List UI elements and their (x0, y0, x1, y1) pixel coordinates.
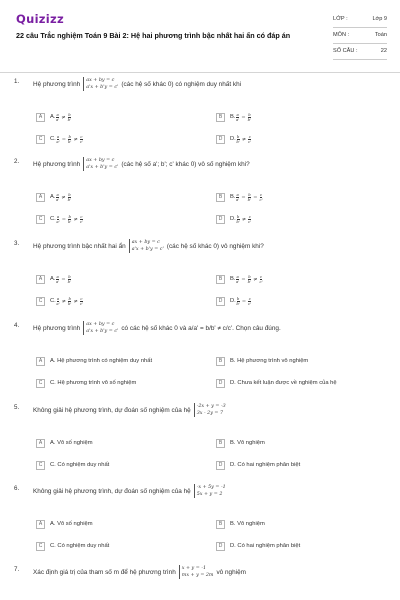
option-label: C. Hệ phương trình vô số nghiệm (50, 380, 137, 386)
option-letter-box[interactable]: B (216, 193, 225, 202)
question-number: 1. (14, 78, 20, 85)
answer-option-b[interactable] (216, 356, 308, 366)
question-suffix: (các hệ số a'; b'; c' khác 0) vô số nghiệm khi? (121, 160, 250, 168)
question-number: 4. (14, 322, 20, 329)
option-letter-box[interactable]: C (36, 379, 45, 388)
meta-row-grade (333, 14, 387, 30)
option-letter-box[interactable]: B (216, 275, 225, 284)
answer-option-b[interactable] (216, 274, 263, 284)
question-number: 3. (14, 240, 20, 247)
option-letter-box[interactable]: C (36, 297, 45, 306)
answer-option-c[interactable] (36, 296, 84, 306)
answer-option-b[interactable] (216, 438, 265, 448)
worksheet-meta (333, 14, 387, 62)
equation-system: ax + by = c a'x + b'y = c' (83, 157, 118, 171)
answer-option-d[interactable] (216, 541, 300, 551)
option-letter-box[interactable]: C (36, 135, 45, 144)
answer-option-c[interactable] (36, 541, 109, 551)
option-letter-box[interactable]: C (36, 215, 45, 224)
answer-option-a[interactable] (36, 438, 93, 448)
option-letter-box[interactable]: A (36, 357, 45, 366)
option-letter-box[interactable]: A (36, 193, 45, 202)
question-prefix: Không giải hệ phương trình, dự đoán số nghiệm của hệ (33, 406, 191, 414)
option-label: D. Chưa kết luận được về nghiệm của hệ (230, 380, 337, 386)
option-label: B. (230, 114, 236, 120)
question-text (33, 565, 246, 579)
answer-option-c[interactable] (36, 214, 84, 224)
option-letter-box[interactable]: A (36, 439, 45, 448)
option-label: A. Hệ phương trình có nghiệm duy nhất (50, 358, 153, 364)
option-letter-box[interactable]: A (36, 275, 45, 284)
meta-key: SỐ CÂU : (333, 48, 358, 54)
option-math: $\frac{a}{a'}$ = $\frac{b}{b'}$ (55, 273, 72, 284)
option-label: B. Vô nghiệm (230, 440, 265, 446)
meta-value: 22 (380, 48, 387, 54)
option-letter-box[interactable]: D (216, 461, 225, 470)
question-prefix: Xác định giá trị của tham số m để hệ phương trình (33, 568, 176, 576)
option-letter-box[interactable]: D (216, 215, 225, 224)
question-suffix: vô nghiệm (216, 568, 246, 576)
option-letter-box[interactable]: A (36, 113, 45, 122)
option-math: $\frac{a}{a'}$ ≠ $\frac{b}{b'}$ (55, 191, 72, 202)
option-label: A. Vô số nghiệm (50, 521, 93, 527)
equation-system: ax + by = c a'x + b'y = c' (83, 321, 118, 335)
meta-row-count (333, 46, 387, 62)
question-text (33, 403, 229, 417)
answer-option-d[interactable] (216, 378, 337, 388)
option-label: C. (50, 216, 56, 222)
question-prefix: Hệ phương trình (33, 80, 81, 88)
option-label: C. (50, 298, 56, 304)
option-math: $\frac{b}{b'}$ ≠ $\frac{c}{c'}$ (236, 133, 252, 144)
question-number: 5. (14, 404, 20, 411)
option-label: D. Có hai nghiệm phân biệt (230, 543, 301, 549)
meta-key: LỚP : (333, 16, 348, 22)
question-text (33, 321, 281, 335)
question-text (33, 157, 250, 171)
answer-option-b[interactable] (216, 519, 265, 529)
answer-option-a[interactable] (36, 274, 72, 284)
question-prefix: Không giải hệ phương trình, dự đoán số nghiệm của hệ (33, 487, 191, 495)
answer-option-a[interactable] (36, 519, 93, 529)
option-math: $\frac{a}{a'}$ = $\frac{b}{b'}$ ≠ $\frac{c}{c'}$ (56, 133, 84, 144)
answer-option-d[interactable] (216, 296, 252, 306)
quizizz-logo: Quizizz (16, 12, 65, 26)
meta-value: Toán (374, 32, 387, 38)
option-label: B. Vô nghiệm (230, 521, 265, 527)
question-text (33, 77, 241, 91)
option-letter-box[interactable]: B (216, 520, 225, 529)
question-number: 7. (14, 566, 20, 573)
option-label: A. Vô số nghiệm (50, 440, 93, 446)
option-label: D. (230, 298, 236, 304)
answer-option-d[interactable] (216, 214, 252, 224)
option-label: A. (50, 114, 56, 120)
equation-system: -x + 5y = -1 5x + y = 2 (194, 484, 226, 498)
option-letter-box[interactable]: B (216, 113, 225, 122)
option-label: C. (50, 136, 56, 142)
meta-key: MÔN : (333, 32, 350, 38)
option-letter-box[interactable]: D (216, 542, 225, 551)
equation-system: -2x + y = -3 3x - 2y = 7 (194, 403, 226, 417)
answer-option-b[interactable] (216, 192, 263, 202)
question-number: 2. (14, 158, 20, 165)
option-letter-box[interactable]: B (216, 439, 225, 448)
answer-option-a[interactable] (36, 112, 72, 122)
equation-system: ax + by = c a'x + b'y = c' (83, 77, 118, 91)
option-label: B. (230, 276, 236, 282)
option-math: $\frac{a}{a'}$ = $\frac{b}{b'}$ = $\frac{c}{c'}$ (235, 191, 263, 202)
option-math: $\frac{b}{b'}$ = $\frac{c}{c'}$ (236, 295, 252, 306)
answer-option-d[interactable] (216, 134, 252, 144)
meta-row-subject (333, 30, 387, 46)
equation-system: ax + by = c a'x + b'y = c' (129, 239, 164, 253)
question-text (33, 484, 229, 498)
option-label: D. (230, 216, 236, 222)
option-letter-box[interactable]: C (36, 542, 45, 551)
answer-option-d[interactable] (216, 460, 300, 470)
option-letter-box[interactable]: A (36, 520, 45, 529)
meta-value: Lớp 9 (372, 16, 387, 22)
option-label: D. (230, 136, 236, 142)
option-label: A. (50, 276, 56, 282)
option-letter-box[interactable]: D (216, 379, 225, 388)
option-letter-box[interactable]: B (216, 357, 225, 366)
answer-option-c[interactable] (36, 134, 84, 144)
header-divider (0, 72, 400, 73)
option-math: $\frac{a}{a'}$ = $\frac{b}{b'}$ ≠ $\frac{c}{c'}$ (56, 213, 84, 224)
question-prefix: Hệ phương trình bậc nhất hai ẩn (33, 242, 126, 250)
option-label: A. (50, 194, 56, 200)
option-letter-box[interactable]: C (36, 461, 45, 470)
option-label: D. Có hai nghiệm phân biệt (230, 462, 301, 468)
question-prefix: Hệ phương trình (33, 160, 81, 168)
question-suffix: (các hệ số khác 0) vô nghiệm khi? (166, 242, 264, 250)
page-title: 22 câu Trắc nghiệm Toán 9 Bài 2: Hệ hai phương trình bậc nhất hai ẩn có đáp án (16, 31, 291, 40)
option-label: C. Có nghiệm duy nhất (50, 543, 110, 549)
question-number: 6. (14, 485, 20, 492)
option-math: $\frac{a}{a'}$ ≠ $\frac{b}{b'}$ ≠ $\frac{c}{c'}$ (56, 295, 84, 306)
worksheet-header (0, 0, 400, 68)
answer-option-c[interactable] (36, 378, 136, 388)
option-label: C. Có nghiệm duy nhất (50, 462, 110, 468)
answer-option-b[interactable] (216, 112, 252, 122)
option-label: B. (230, 194, 236, 200)
option-letter-box[interactable]: D (216, 135, 225, 144)
option-math: $\frac{a}{a'}$ = $\frac{b}{b'}$ ≠ $\frac{c}{c'}$ (235, 273, 263, 284)
option-letter-box[interactable]: D (216, 297, 225, 306)
question-suffix: có các hệ số khác 0 và a/a' = b/b' ≠ c/c'. Chọn câu đúng. (121, 324, 281, 332)
option-label: B. Hệ phương trình vô nghiệm (230, 358, 309, 364)
option-math: $\frac{b}{b'}$ ≠ $\frac{c}{c'}$ (236, 213, 252, 224)
option-math: $\frac{a}{a'}$ ≠ $\frac{b}{b'}$ (55, 111, 72, 122)
answer-option-c[interactable] (36, 460, 109, 470)
question-suffix: (các hệ số khác 0) có nghiệm duy nhất khi (121, 80, 242, 88)
question-text (33, 239, 264, 253)
answer-option-a[interactable] (36, 356, 152, 366)
answer-option-a[interactable] (36, 192, 72, 202)
option-math: $\frac{a}{a'}$ = $\frac{b}{b'}$ (235, 111, 252, 122)
question-prefix: Hệ phương trình (33, 324, 81, 332)
equation-system: x + y = -1 mx + y = 2m (179, 565, 214, 579)
